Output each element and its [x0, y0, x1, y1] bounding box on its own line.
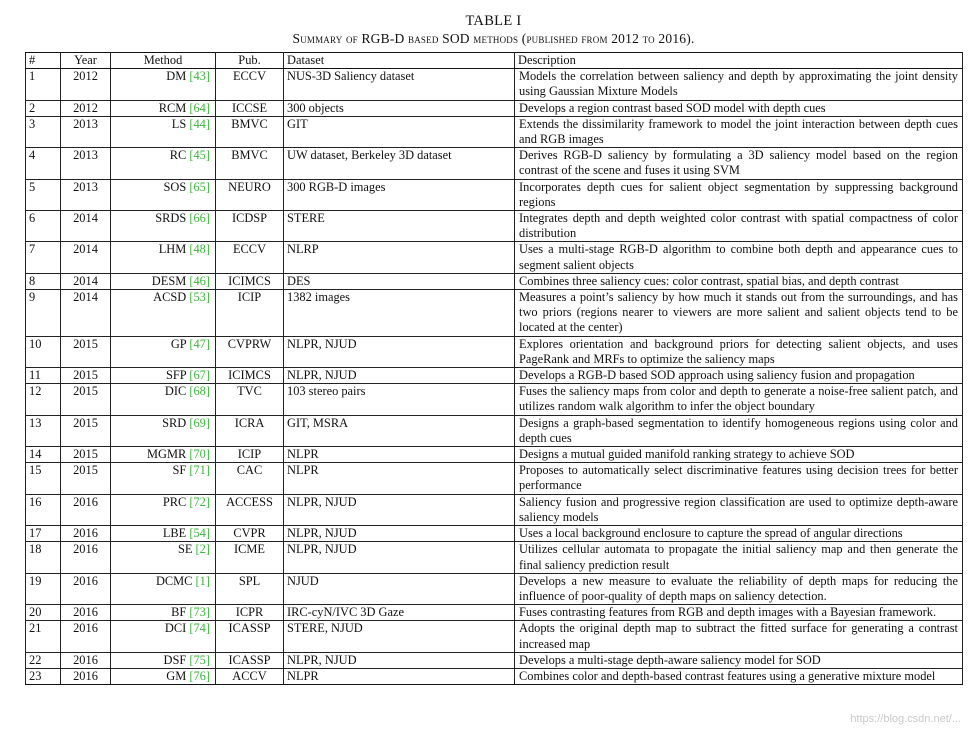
- citation-link[interactable]: [75]: [189, 652, 210, 667]
- row-year: 2016: [61, 526, 111, 542]
- method-name: ACSD: [153, 290, 187, 305]
- row-dataset: NLPR, NJUD: [284, 526, 515, 542]
- row-description: Uses a local background enclosure to capture the spread of angular directions: [515, 526, 963, 542]
- table-label: TABLE I: [465, 13, 522, 29]
- table-row: [26, 242, 963, 273]
- row-number: 12: [26, 384, 61, 415]
- row-number: 1: [26, 69, 61, 100]
- row-pub: SPL: [216, 573, 284, 604]
- row-dataset: GIT: [284, 116, 515, 147]
- row-method: [111, 273, 216, 289]
- method-name: MGMR: [146, 447, 187, 462]
- row-description: Measures a point’s saliency by how much it stands out from the surroundings, and has two priors (regions nearer to viewers are more salient and salient objects tend to be located at the center): [515, 290, 963, 337]
- row-number: 7: [26, 242, 61, 273]
- row-method: [111, 415, 216, 446]
- row-dataset: NLPR, NJUD: [284, 652, 515, 668]
- citation-link[interactable]: [72]: [189, 494, 210, 509]
- row-year: 2016: [61, 605, 111, 621]
- row-number: 9: [26, 290, 61, 337]
- row-dataset: STERE, NJUD: [284, 621, 515, 652]
- table-row: [26, 211, 963, 242]
- row-method: [111, 290, 216, 337]
- row-description: Integrates depth and depth weighted color contrast with spatial compactness of color distribution: [515, 211, 963, 242]
- row-number: 16: [26, 494, 61, 525]
- row-pub: TVC: [216, 384, 284, 415]
- row-pub: ICME: [216, 542, 284, 573]
- method-name: SFP: [166, 368, 187, 383]
- table-row: [26, 100, 963, 116]
- row-year: 2013: [61, 179, 111, 210]
- row-year: 2016: [61, 542, 111, 573]
- row-method: [111, 148, 216, 179]
- method-name: LHM: [158, 242, 187, 257]
- table-row: [26, 116, 963, 147]
- row-dataset: NJUD: [284, 573, 515, 604]
- citation-link[interactable]: [76]: [189, 668, 210, 683]
- table-row: [26, 573, 963, 604]
- row-pub: ECCV: [216, 69, 284, 100]
- row-pub: CVPR: [216, 526, 284, 542]
- row-pub: ICIP: [216, 290, 284, 337]
- row-dataset: NLPR: [284, 463, 515, 494]
- methods-table: [25, 52, 963, 685]
- row-pub: ACCESS: [216, 494, 284, 525]
- row-description: Proposes to automatically select discriminative features using decision trees for better performance: [515, 463, 963, 494]
- row-description: Incorporates depth cues for salient object segmentation by suppressing background regions: [515, 179, 963, 210]
- row-number: 5: [26, 179, 61, 210]
- citation-link[interactable]: [53]: [189, 290, 210, 305]
- citation-link[interactable]: [2]: [195, 542, 210, 557]
- method-name: GP: [170, 336, 187, 351]
- row-dataset: STERE: [284, 211, 515, 242]
- citation-link[interactable]: [66]: [189, 211, 210, 226]
- method-name: LS: [171, 116, 187, 131]
- method-name: SF: [172, 463, 187, 478]
- row-pub: ICRA: [216, 415, 284, 446]
- row-year: 2012: [61, 100, 111, 116]
- table-row: [26, 336, 963, 367]
- row-number: 14: [26, 447, 61, 463]
- method-name: RCM: [158, 100, 187, 115]
- row-number: 21: [26, 621, 61, 652]
- row-dataset: NLPR: [284, 447, 515, 463]
- row-year: 2013: [61, 148, 111, 179]
- row-pub: ICCSE: [216, 100, 284, 116]
- row-description: Utilizes cellular automata to propagate the initial saliency map and then generate the final saliency prediction result: [515, 542, 963, 573]
- row-number: 19: [26, 573, 61, 604]
- row-description: Combines three saliency cues: color contrast, spatial bias, and depth contrast: [515, 273, 963, 289]
- row-year: 2015: [61, 368, 111, 384]
- row-year: 2015: [61, 463, 111, 494]
- row-year: 2015: [61, 336, 111, 367]
- row-method: [111, 621, 216, 652]
- table-row: [26, 494, 963, 525]
- row-year: 2016: [61, 573, 111, 604]
- method-name: SRD: [162, 415, 187, 430]
- citation-link[interactable]: [74]: [189, 621, 210, 636]
- row-number: 18: [26, 542, 61, 573]
- table-title: Summary of RGB-D based SOD methods (published from 2012 to 2016).: [292, 31, 695, 46]
- method-name: DSF: [163, 652, 187, 667]
- row-pub: NEURO: [216, 179, 284, 210]
- row-number: 22: [26, 652, 61, 668]
- row-number: 13: [26, 415, 61, 446]
- row-description: Adopts the original depth map to subtract the fitted surface for generating a contrast increased map: [515, 621, 963, 652]
- method-name: PRC: [162, 494, 187, 509]
- table-row: [26, 652, 963, 668]
- header-description: Description: [515, 53, 963, 69]
- row-number: 20: [26, 605, 61, 621]
- citation-link[interactable]: [70]: [189, 447, 210, 462]
- table-row: [26, 463, 963, 494]
- row-number: 15: [26, 463, 61, 494]
- watermark: https://blog.csdn.net/...: [850, 713, 961, 725]
- row-dataset: 1382 images: [284, 290, 515, 337]
- citation-link[interactable]: [45]: [189, 148, 210, 163]
- citation-link[interactable]: [44]: [189, 116, 210, 131]
- method-name: DESM: [151, 273, 187, 288]
- row-method: [111, 179, 216, 210]
- citation-link[interactable]: [48]: [189, 242, 210, 257]
- table-row: [26, 415, 963, 446]
- row-number: 3: [26, 116, 61, 147]
- citation-link[interactable]: [64]: [189, 100, 210, 115]
- row-description: Combines color and depth-based contrast features using a generative mixture model: [515, 668, 963, 684]
- table-row: [26, 273, 963, 289]
- row-dataset: NLPR: [284, 668, 515, 684]
- method-name: DIC: [164, 384, 187, 399]
- row-dataset: NUS-3D Saliency dataset: [284, 69, 515, 100]
- row-pub: ICIP: [216, 447, 284, 463]
- table-row: [26, 384, 963, 415]
- header-method: Method: [111, 53, 216, 69]
- row-method: [111, 573, 216, 604]
- row-method: [111, 526, 216, 542]
- row-pub: ICIMCS: [216, 273, 284, 289]
- row-pub: ECCV: [216, 242, 284, 273]
- row-year: 2015: [61, 447, 111, 463]
- citation-link[interactable]: [68]: [189, 384, 210, 399]
- row-description: Designs a graph-based segmentation to identify homogeneous regions using color and depth cues: [515, 415, 963, 446]
- citation-link[interactable]: [43]: [189, 69, 210, 84]
- table-row: [26, 447, 963, 463]
- header-dataset: Dataset: [284, 53, 515, 69]
- row-year: 2016: [61, 621, 111, 652]
- method-name: DCMC: [155, 573, 193, 588]
- row-pub: ICPR: [216, 605, 284, 621]
- row-description: Uses a multi-stage RGB-D algorithm to combine both depth and appearance cues to segment salient objects: [515, 242, 963, 273]
- row-pub: ACCV: [216, 668, 284, 684]
- citation-link[interactable]: [67]: [189, 368, 210, 383]
- row-description: Fuses contrasting features from RGB and depth images with a Bayesian framework.: [515, 605, 963, 621]
- row-year: 2015: [61, 384, 111, 415]
- row-number: 11: [26, 368, 61, 384]
- header-row: [26, 53, 963, 69]
- row-number: 4: [26, 148, 61, 179]
- method-name: DCI: [164, 621, 187, 636]
- row-dataset: GIT, MSRA: [284, 415, 515, 446]
- row-pub: CVPRW: [216, 336, 284, 367]
- row-dataset: NLPR, NJUD: [284, 494, 515, 525]
- method-name: DM: [166, 69, 187, 84]
- row-method: [111, 100, 216, 116]
- citation-link[interactable]: [65]: [189, 179, 210, 194]
- row-year: 2014: [61, 290, 111, 337]
- row-dataset: IRC-cyN/IVC 3D Gaze: [284, 605, 515, 621]
- table-row: [26, 368, 963, 384]
- row-description: Extends the dissimilarity framework to model the joint interaction between depth cues and RGB images: [515, 116, 963, 147]
- row-method: [111, 211, 216, 242]
- row-pub: ICASSP: [216, 652, 284, 668]
- citation-link[interactable]: [46]: [189, 273, 210, 288]
- header-pub: Pub.: [216, 53, 284, 69]
- row-dataset: 103 stereo pairs: [284, 384, 515, 415]
- table-row: [26, 668, 963, 684]
- row-method: [111, 384, 216, 415]
- row-description: Fuses the saliency maps from color and depth to generate a noise-free salient patch, and utilizes random walk algorithm to infer the object boundary: [515, 384, 963, 415]
- table-row: [26, 179, 963, 210]
- table-row: [26, 621, 963, 652]
- table-row: [26, 526, 963, 542]
- row-number: 17: [26, 526, 61, 542]
- citation-link[interactable]: [73]: [189, 605, 210, 620]
- row-method: [111, 668, 216, 684]
- row-pub: ICDSP: [216, 211, 284, 242]
- row-number: 2: [26, 100, 61, 116]
- row-year: 2016: [61, 668, 111, 684]
- method-name: SE: [177, 542, 193, 557]
- row-dataset: 300 objects: [284, 100, 515, 116]
- row-method: [111, 242, 216, 273]
- row-year: 2013: [61, 116, 111, 147]
- row-pub: ICIMCS: [216, 368, 284, 384]
- method-name: RC: [169, 148, 187, 163]
- table-row: [26, 69, 963, 100]
- row-dataset: NLPR, NJUD: [284, 542, 515, 573]
- row-method: [111, 447, 216, 463]
- method-name: SRDS: [155, 211, 187, 226]
- row-description: Develops a multi-stage depth-aware saliency model for SOD: [515, 652, 963, 668]
- row-year: 2012: [61, 69, 111, 100]
- row-method: [111, 652, 216, 668]
- row-year: 2014: [61, 273, 111, 289]
- row-method: [111, 605, 216, 621]
- row-year: 2014: [61, 211, 111, 242]
- row-description: Develops a RGB-D based SOD approach using saliency fusion and propagation: [515, 368, 963, 384]
- citation-link[interactable]: [69]: [189, 415, 210, 430]
- citation-link[interactable]: [71]: [189, 463, 210, 478]
- row-description: Saliency fusion and progressive region classification are used to optimize depth-aware saliency models: [515, 494, 963, 525]
- row-number: 10: [26, 336, 61, 367]
- row-pub: CAC: [216, 463, 284, 494]
- row-method: [111, 69, 216, 100]
- table-row: [26, 605, 963, 621]
- method-name: SOS: [163, 179, 187, 194]
- table-row: [26, 542, 963, 573]
- row-dataset: NLRP: [284, 242, 515, 273]
- table-container: [25, 12, 962, 685]
- header-number: #: [26, 53, 61, 69]
- row-description: Explores orientation and background priors for detecting salient objects, and uses PageRank and MRFs to optimize the saliency maps: [515, 336, 963, 367]
- row-pub: BMVC: [216, 148, 284, 179]
- header-year: Year: [61, 53, 111, 69]
- row-number: 6: [26, 211, 61, 242]
- row-method: [111, 463, 216, 494]
- row-pub: ICASSP: [216, 621, 284, 652]
- citation-link[interactable]: [47]: [189, 336, 210, 351]
- row-dataset: DES: [284, 273, 515, 289]
- row-year: 2016: [61, 494, 111, 525]
- table-body: [26, 69, 963, 685]
- row-number: 8: [26, 273, 61, 289]
- row-year: 2014: [61, 242, 111, 273]
- citation-link[interactable]: [1]: [195, 573, 210, 588]
- row-dataset: UW dataset, Berkeley 3D dataset: [284, 148, 515, 179]
- row-method: [111, 542, 216, 573]
- row-method: [111, 336, 216, 367]
- citation-link[interactable]: [54]: [189, 526, 210, 541]
- row-dataset: NLPR, NJUD: [284, 336, 515, 367]
- method-name: BF: [171, 605, 187, 620]
- row-pub: BMVC: [216, 116, 284, 147]
- row-method: [111, 494, 216, 525]
- row-number: 23: [26, 668, 61, 684]
- row-description: Develops a region contrast based SOD model with depth cues: [515, 100, 963, 116]
- row-description: Designs a mutual guided manifold ranking strategy to achieve SOD: [515, 447, 963, 463]
- row-year: 2016: [61, 652, 111, 668]
- row-dataset: NLPR, NJUD: [284, 368, 515, 384]
- row-description: Derives RGB-D saliency by formulating a 3D saliency model based on the region contrast of the scene and fuses it using SVM: [515, 148, 963, 179]
- row-year: 2015: [61, 415, 111, 446]
- method-name: LBE: [162, 526, 187, 541]
- table-row: [26, 148, 963, 179]
- method-name: GM: [166, 668, 187, 683]
- row-method: [111, 368, 216, 384]
- table-row: [26, 290, 963, 337]
- row-dataset: 300 RGB-D images: [284, 179, 515, 210]
- row-method: [111, 116, 216, 147]
- row-description: Develops a new measure to evaluate the reliability of depth maps for reducing the influence of poor-quality of depth maps on saliency detection.: [515, 573, 963, 604]
- row-description: Models the correlation between saliency and depth by approximating the joint density using Gaussian Mixture Models: [515, 69, 963, 100]
